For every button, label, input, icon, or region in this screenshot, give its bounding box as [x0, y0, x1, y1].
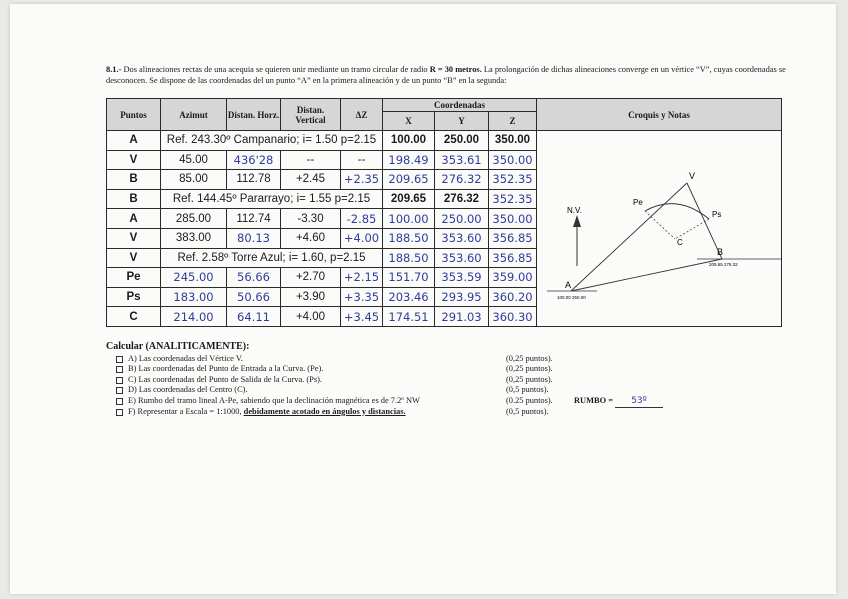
cell-x: 174.51 [383, 307, 435, 327]
calc-item-text: F) Representar a Escala = 1:1000, [128, 406, 242, 416]
label-ps: Ps [712, 210, 722, 219]
cell-z: 356.85 [489, 248, 537, 268]
cell-dist-vert: +2.45 [281, 170, 341, 190]
col-dz: ΔZ [341, 99, 383, 131]
calc-item-points: (0,5 puntos). [506, 385, 549, 395]
survey-table [106, 98, 782, 327]
cell-punto: V [107, 248, 161, 268]
cell-dist-vert: +3.90 [281, 287, 341, 307]
cell-dz: +3.45 [341, 307, 383, 327]
cell-x: 203.46 [383, 287, 435, 307]
a-coords: 100.00 250.00 [557, 295, 586, 300]
label-v: V [689, 171, 696, 181]
col-puntos: Puntos [107, 99, 161, 131]
calc-item [106, 375, 786, 386]
calc-item [106, 396, 786, 407]
cell-z: 360.30 [489, 307, 537, 327]
line-a-b [571, 259, 722, 291]
calc-item-points: (0.25 puntos). [506, 395, 553, 405]
cell-punto: B [107, 189, 161, 209]
col-azimut: Azimut [161, 99, 227, 131]
cell-x: 188.50 [383, 248, 435, 268]
problem-number: 8.1.- [106, 65, 122, 74]
cell-y: 291.03 [435, 307, 489, 327]
rumbo-label: RUMBO = [574, 395, 613, 405]
curve-arc [645, 204, 709, 219]
cell-azimut: 85.00 [161, 170, 227, 190]
checkbox-icon [116, 366, 123, 373]
col-coordenadas: Coordenadas [383, 99, 537, 112]
cell-x: 151.70 [383, 268, 435, 288]
calc-item-text: B) Las coordenadas del Punto de Entrada a la Curva. (Pe). [128, 364, 324, 374]
cell-punto: Ps [107, 287, 161, 307]
exam-sheet [10, 4, 836, 594]
cell-punto: C [107, 307, 161, 327]
cell-y: 250.00 [435, 131, 489, 151]
calc-item-points: (0,25 puntos). [506, 353, 553, 363]
cell-x: 209.65 [383, 189, 435, 209]
calc-section [106, 342, 786, 417]
cell-dz: +3.35 [341, 287, 383, 307]
statement-text-a: Dos alineaciones rectas de una acequia se quieren unir mediante un tramo circular de radio [123, 65, 428, 74]
alignment-a-v [571, 183, 687, 291]
radius-value: R = 30 metros. [429, 65, 482, 74]
sketch-cell [537, 131, 782, 327]
problem-statement [106, 64, 816, 86]
cell-dz: -- [341, 150, 383, 170]
col-z: Z [489, 112, 537, 131]
cell-dz: -2.85 [341, 209, 383, 229]
label-pe: Pe [633, 198, 643, 207]
cell-reference: Ref. 243.30º Campanario; i= 1.50 p=2.15 [161, 131, 383, 151]
label-nv: N.V. [567, 206, 582, 215]
cell-dist-horz: 56.66 [227, 268, 281, 288]
checkbox-icon [116, 377, 123, 384]
calc-item-text: C) Las coordenadas del Punto de Salida de la Curva. (Ps). [128, 374, 322, 384]
cell-dist-vert: +4.00 [281, 307, 341, 327]
cell-z: 350.00 [489, 131, 537, 151]
cell-x: 209.65 [383, 170, 435, 190]
label-c: C [677, 238, 683, 247]
radius-ps-c [675, 219, 709, 239]
calc-item-points: (0,5 puntos). [506, 406, 549, 416]
col-x: X [383, 112, 435, 131]
col-dist-vert: Distan. Vertical [281, 99, 341, 131]
cell-dist-vert: +4.60 [281, 228, 341, 248]
cell-dist-vert: -3.30 [281, 209, 341, 229]
cell-azimut: 183.00 [161, 287, 227, 307]
cell-x: 100.00 [383, 131, 435, 151]
calc-item [106, 407, 786, 418]
cell-y: 276.32 [435, 189, 489, 209]
calc-item [106, 385, 786, 396]
cell-z: 352.35 [489, 170, 537, 190]
table-row [107, 131, 782, 151]
cell-punto: V [107, 150, 161, 170]
calc-item-points: (0,25 puntos). [506, 364, 553, 374]
checkbox-icon [116, 398, 123, 405]
cell-z: 352.35 [489, 189, 537, 209]
cell-y: 293.95 [435, 287, 489, 307]
cell-z: 350.00 [489, 150, 537, 170]
cell-azimut: 285.00 [161, 209, 227, 229]
calc-item-text: E) Rumbo del tramo lineal A-Pe, sabiendo que la declinación magnética es de 7.2º NW [128, 395, 420, 405]
cell-dist-vert: +2.70 [281, 268, 341, 288]
label-b: B [717, 247, 724, 257]
checkbox-icon [116, 409, 123, 416]
cell-punto: A [107, 131, 161, 151]
statement-text-b: La prolongación de dichas alineaciones converge en un vértice “V”, cuyas coordenadas se desconocen. Se dispone de las coordenadas del un punto “A” en la primera alineación y de un punto “B” en la segunda: [106, 65, 786, 85]
checkbox-icon [116, 387, 123, 394]
cell-z: 360.20 [489, 287, 537, 307]
cell-x: 100.00 [383, 209, 435, 229]
cell-y: 276.32 [435, 170, 489, 190]
cell-x: 198.49 [383, 150, 435, 170]
cell-z: 359.00 [489, 268, 537, 288]
radius-pe-c [645, 211, 675, 239]
cell-dist-horz: 112.78 [227, 170, 281, 190]
col-dist-horz: Distan. Horz. [227, 99, 281, 131]
cell-azimut: 383.00 [161, 228, 227, 248]
col-croquis: Croquis y Notas [537, 99, 782, 131]
cell-azimut: 245.00 [161, 268, 227, 288]
checkbox-icon [116, 356, 123, 363]
cell-y: 353.60 [435, 228, 489, 248]
cell-punto: B [107, 170, 161, 190]
calc-item-underlined: debidamente acotado en ángulos y distancias. [243, 406, 406, 416]
cell-dist-vert: -- [281, 150, 341, 170]
north-arrow-icon [573, 215, 581, 227]
cell-x: 188.50 [383, 228, 435, 248]
cell-dist-horz: 50.66 [227, 287, 281, 307]
cell-dz: +2.35 [341, 170, 383, 190]
cell-y: 353.59 [435, 268, 489, 288]
label-a: A [565, 280, 572, 290]
cell-z: 350.00 [489, 209, 537, 229]
cell-dist-horz: 112.74 [227, 209, 281, 229]
cell-y: 250.00 [435, 209, 489, 229]
cell-punto: Pe [107, 268, 161, 288]
cell-azimut: 45.00 [161, 150, 227, 170]
cell-dist-horz: 80.13 [227, 228, 281, 248]
cell-dz: +4.00 [341, 228, 383, 248]
cell-punto: V [107, 228, 161, 248]
sketch-diagram [537, 131, 781, 323]
rumbo-value: 53º [615, 396, 663, 408]
cell-y: 353.60 [435, 248, 489, 268]
cell-punto: A [107, 209, 161, 229]
cell-dist-horz: 64.11 [227, 307, 281, 327]
cell-y: 353.61 [435, 150, 489, 170]
calc-item-text: D) Las coordenadas del Centro (C). [128, 385, 248, 395]
calc-item [106, 364, 786, 375]
calc-title: Calcular (ANALITICAMENTE): [106, 341, 250, 352]
calc-item-text: A) Las coordenadas del Vértice V. [128, 353, 243, 363]
cell-azimut: 214.00 [161, 307, 227, 327]
b-coords: 209.65 276.32 [709, 262, 738, 267]
cell-dist-horz: 436'28 [227, 150, 281, 170]
cell-dz: +2.15 [341, 268, 383, 288]
cell-reference: Ref. 2.58º Torre Azul; i= 1.60, p=2.15 [161, 248, 383, 268]
calc-item [106, 354, 786, 365]
cell-reference: Ref. 144.45º Pararrayo; i= 1.55 p=2.15 [161, 189, 383, 209]
col-y: Y [435, 112, 489, 131]
calc-item-points: (0,25 puntos). [506, 374, 553, 384]
cell-z: 356.85 [489, 228, 537, 248]
